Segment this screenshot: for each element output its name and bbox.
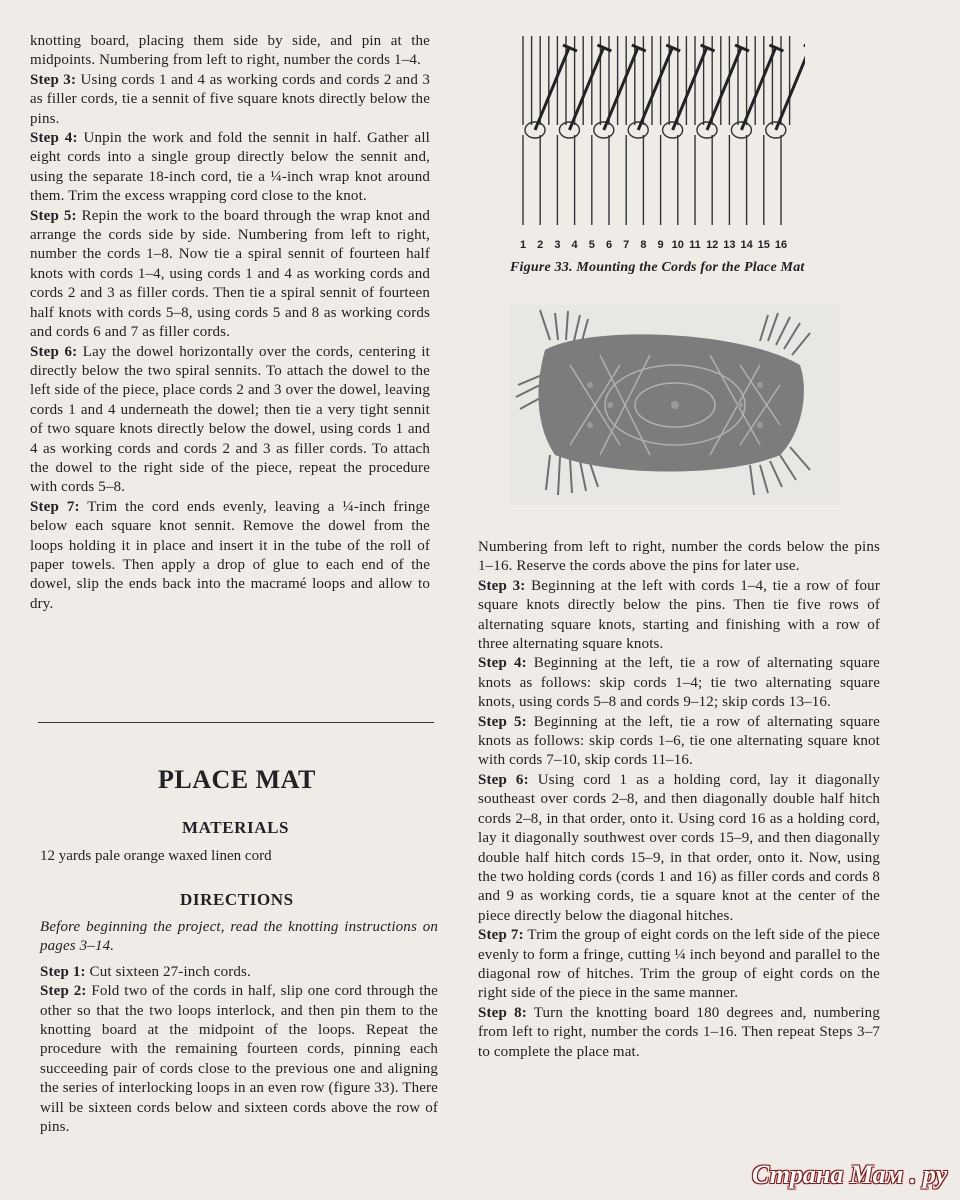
directions-intro: Before beginning the project, read the knotting instructions on pages 3–14. xyxy=(40,919,438,955)
step-text: Beginning at the left, tie a row of alternating square knots as follows: skip cords 1–6, tie one alternating square knot with cords 7–10, skip cords 11–16. xyxy=(478,713,880,769)
step-6-paragraph xyxy=(478,771,880,926)
step-label: Step 7: xyxy=(478,927,524,944)
cord-mounting-figure xyxy=(515,30,805,260)
t-pin-head xyxy=(804,45,805,51)
step-label: Step 5: xyxy=(478,713,527,730)
step-text: Using cord 1 as a holding cord, lay it diagonally southeast over cords 2–8, and then diagonally double half hitch cords 2–8, in that order, onto it. Using cord 16 as a holding cord, lay it diagonally southwest over cords 15–9, and then diagonally double half hitch cords 15–9, in that order, onto it. Now, using the two holding cords (cords 1 and 16) as filler cords and cords 8 and 9 as working cords, tie a square knot at the center of the piece directly below the diagonal hitches. xyxy=(478,771,881,924)
section-title: PLACE MAT xyxy=(158,765,316,794)
materials-heading: MATERIALS xyxy=(182,818,290,837)
figure-caption: Figure 33. Mounting the Cords for the Place Mat xyxy=(510,260,805,275)
cord-number: 14 xyxy=(740,239,753,251)
cord-number: 12 xyxy=(706,239,719,251)
cord-number-labels xyxy=(520,239,787,251)
right-column xyxy=(478,538,880,1062)
step-text: Cut sixteen 27-inch cords. xyxy=(85,963,251,980)
cord-number: 11 xyxy=(689,239,701,251)
cord-number: 15 xyxy=(757,239,770,251)
site-watermark: Страна Мам . ру xyxy=(752,1160,948,1189)
interlocking-loop xyxy=(594,122,614,138)
step-7-paragraph xyxy=(478,926,880,1004)
step-4-paragraph xyxy=(30,129,430,207)
step-label: Step 2: xyxy=(40,983,87,1000)
step-label: Step 4: xyxy=(478,655,527,672)
directions-block xyxy=(40,918,438,1137)
step-label: Step 1: xyxy=(40,963,86,980)
step-label: Step 5: xyxy=(30,207,77,224)
step-text: Using cords 1 and 4 as working cords and cords 2 and 3 as filler cords, tie a sennit of five square knots directly below the pins. xyxy=(30,71,430,127)
paragraph-continuation xyxy=(30,32,430,71)
cord-number: 4 xyxy=(571,239,578,251)
step-text: Turn the knotting board 180 degrees and, numbering from left to right, number the cords 1–16. Then repeat Steps 3–7 to complete the place mat. xyxy=(478,1004,880,1060)
step-label: Step 6: xyxy=(478,771,529,788)
step-label: Step 3: xyxy=(478,577,526,594)
step-6-paragraph xyxy=(30,343,430,498)
t-pin xyxy=(776,48,805,130)
cord-lines xyxy=(523,36,805,225)
step-5-paragraph xyxy=(478,713,880,771)
step-text: Repin the work to the board through the wrap knot and arrange the cords side by side. Numbering from left to right, number the cords 1–8. Now tie a spiral sennit of fourteen half knots with cords 1–4, using cords 1 and 4 as working cords and cords 2 and 3 as filler cords. Then tie a spiral sennit of fourteen half knots with cords 5–8, using cords 5 and 8 as working cords and cords 6 and 7 as filler cords. xyxy=(30,207,430,341)
step-label: Step 3: xyxy=(30,71,77,88)
step-label: Step 8: xyxy=(478,1004,527,1021)
step-text: Beginning at the left, tie a row of alternating square knots as follows: skip cords 1–4; tie two alternating square knots, using cords 5–8 and cords 9–12; skip cords 13–16. xyxy=(478,655,880,711)
cord-number: 6 xyxy=(605,239,613,251)
cord-number: 7 xyxy=(623,239,630,251)
step-text: Lay the dowel horizontally over the cords, centering it directly below the two spiral sennits. To attach the dowel to the left side of the piece, place cords 2 and 3 over the dowel, leaving cords 1 and 4 underneath the dowel; then tie a very tight sennit of two square knots directly below the dowel, using cords 1 and 4 as working cords and cords 2 and 3 as filler cords. To attach the dowel to the right side of the piece, repeat the procedure with cords 5–8. xyxy=(30,343,430,496)
step-text: Trim the group of eight cords on the left side of the piece evenly to form a fringe, cutting ¼ inch beyond and parallel to the diagonal row of hitches. Trim the group of eight cords on the right side of the piece in the same manner. xyxy=(478,927,880,1002)
step-5-paragraph xyxy=(30,207,430,343)
cord-number: 3 xyxy=(554,239,561,251)
step-3-paragraph xyxy=(30,71,430,129)
directions-heading: DIRECTIONS xyxy=(180,890,294,909)
left-column xyxy=(30,32,430,614)
cord-number: 16 xyxy=(774,239,788,251)
materials-text: 12 yards pale orange waxed linen cord xyxy=(40,848,272,864)
step-7-paragraph xyxy=(30,498,430,614)
paragraph-text: Numbering from left to right, number the cords below the pins 1–16. Reserve the cords above the pins for later use. xyxy=(478,539,880,575)
cord-number: 9 xyxy=(657,239,664,251)
step-2-paragraph xyxy=(40,982,438,1137)
step-text: Unpin the work and fold the sennit in half. Gather all eight cords into a single group directly below the sennit and, using the separate 18-inch cord, tie a ¼-inch wrap knot around them. Trim the excess wrapping cord close to the knot. xyxy=(30,130,430,205)
step-4-paragraph xyxy=(478,654,880,712)
step-text: Fold two of the cords in half, slip one cord through the other so that the two loops interlock, and then pin them to the knotting board at the midpoint of the loops. Repeat the procedure with the remaining fourteen cords, pinning each succeeding pair of cords close to the previous one and aligning the series of interlocking loops in an even row (figure 33). There will be sixteen cords below and sixteen cords above the row of pins. xyxy=(40,983,438,1136)
step-label: Step 4: xyxy=(30,130,78,147)
step-text: Beginning at the left with cords 1–4, tie a row of four square knots directly below the pins. Then tie five rows of alternating square knots, starting and finishing with a row of three alternating square knots. xyxy=(478,577,880,653)
cord-number: 2 xyxy=(537,239,544,251)
interlocking-loop xyxy=(663,122,683,138)
step-label: Step 7: xyxy=(30,498,80,515)
section-divider xyxy=(38,722,434,723)
cord-number: 10 xyxy=(671,239,684,251)
step-label: Step 6: xyxy=(30,343,78,360)
step-8-paragraph xyxy=(478,1004,880,1062)
step-1-paragraph xyxy=(40,963,438,982)
place-mat-photo xyxy=(510,305,840,505)
step-3-paragraph xyxy=(478,577,880,655)
paragraph-text: knotting board, placing them side by side, and pin at the midpoints. Numbering from left to right, number the cords 1–4. xyxy=(30,33,430,69)
numbering-paragraph xyxy=(478,538,880,577)
step-text: Trim the cord ends evenly, leaving a ¼-inch fringe below each square knot sennit. Remove the dowel from the loops holding it in place and insert it in the tube of the roll of paper towels. Then apply a drop of glue to each end of the dowel, slip the ends back into the macramé loops and allow to dry. xyxy=(30,498,430,612)
cord-number: 8 xyxy=(640,239,647,251)
cord-number: 5 xyxy=(588,239,595,251)
cord-number: 1 xyxy=(519,239,527,251)
cord-number: 13 xyxy=(723,239,736,251)
